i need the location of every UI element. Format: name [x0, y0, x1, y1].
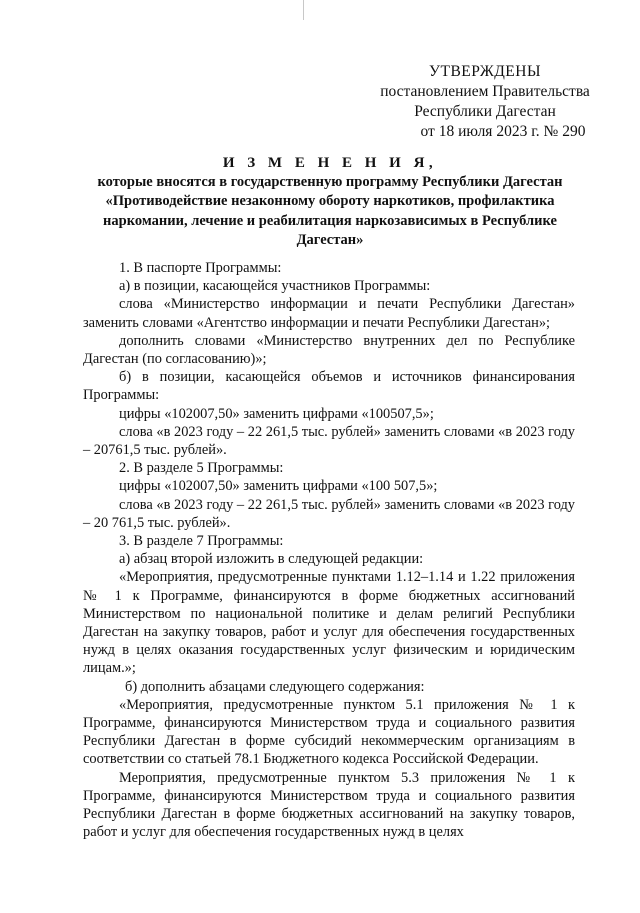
- paragraph: слова «Министерство информации и печати Республики Дагестан» заменить словами «Агентство информации и печати Республики Дагестан»;: [83, 296, 575, 331]
- paragraph: а) абзац второй изложить в следующей редакции:: [119, 551, 424, 568]
- approval-line-3: Республики Дагестан: [414, 103, 556, 120]
- scan-artifact-line: [303, 0, 312, 20]
- paragraph: 1. В паспорте Программы:: [119, 260, 282, 276]
- paragraph: «Мероприятия, предусмотренные пунктами 1.12–1.14 и 1.22 приложения № 1 к Программе, финансируются в форме бюджетных ассигнований Министерством по национальной политике и делам религий Республики Дагестан на закупку товаров, работ и услуг для обеспечения государственных нужд в целях оказания государственных услуг физическим и юридическим лицам.»;: [83, 569, 575, 677]
- heading-title: И З М Е Н Е Н И Я,: [222, 155, 438, 171]
- approval-date: от 18 июля 2023 г. № 290: [420, 123, 586, 140]
- paragraph: б) в позиции, касающейся объемов и источников финансирования Программы:: [83, 369, 575, 404]
- approval-stamp: [360, 62, 610, 142]
- paragraph: б) дополнить абзацами следующего содержания:: [125, 678, 425, 695]
- paragraph: 3. В разделе 7 Программы:: [119, 533, 284, 550]
- document-body: [83, 259, 575, 842]
- approval-title: УТВЕРЖДЕНЫ: [429, 63, 541, 80]
- heading-subtitle: которые вносятся в государственную программу Республики Дагестан «Противодействие незаконному обороту наркотиков, профилактика наркомании, лечение и реабилитация наркозависимых в Республике Дагестан»: [97, 174, 563, 248]
- paragraph: «Мероприятия, предусмотренные пунктом 5.1 приложения № 1 к Программе, финансируются Министерством труда и социального развития Республики Дагестан в форме субсидий некоммерческим организациям в соответствии со статьей 78.1 Бюджетного кодекса Российской Федерации.: [83, 696, 575, 768]
- paragraph: цифры «102007,50» заменить цифрами «100 507,5»;: [119, 478, 438, 495]
- paragraph: цифры «102007,50» заменить цифрами «100507,5»;: [119, 405, 434, 422]
- approval-line-2: постановлением Правительства: [380, 83, 590, 100]
- document-heading: [85, 154, 575, 250]
- paragraph: дополнить словами «Министерство внутренних дел по Республике Дагестан (по согласованию)»;: [83, 332, 575, 368]
- paragraph: слова «в 2023 году – 22 261,5 тыс. рублей» заменить словами «в 2023 году – 20761,5 тыс. рублей».: [83, 423, 575, 459]
- paragraph: Мероприятия, предусмотренные пунктом 5.3 приложения № 1 к Программе, финансируются Министерством труда и социального развития Республики Дагестан в форме бюджетных ассигнований на закупку товаров, работ и услуг для обеспечения государственных нужд в целях: [83, 769, 575, 841]
- paragraph: слова «в 2023 году – 22 261,5 тыс. рублей» заменить словами «в 2023 году – 20 761,5 тыс. рублей».: [83, 496, 575, 531]
- paragraph: 2. В разделе 5 Программы:: [119, 460, 284, 477]
- paragraph: а) в позиции, касающейся участников Программы:: [119, 278, 431, 295]
